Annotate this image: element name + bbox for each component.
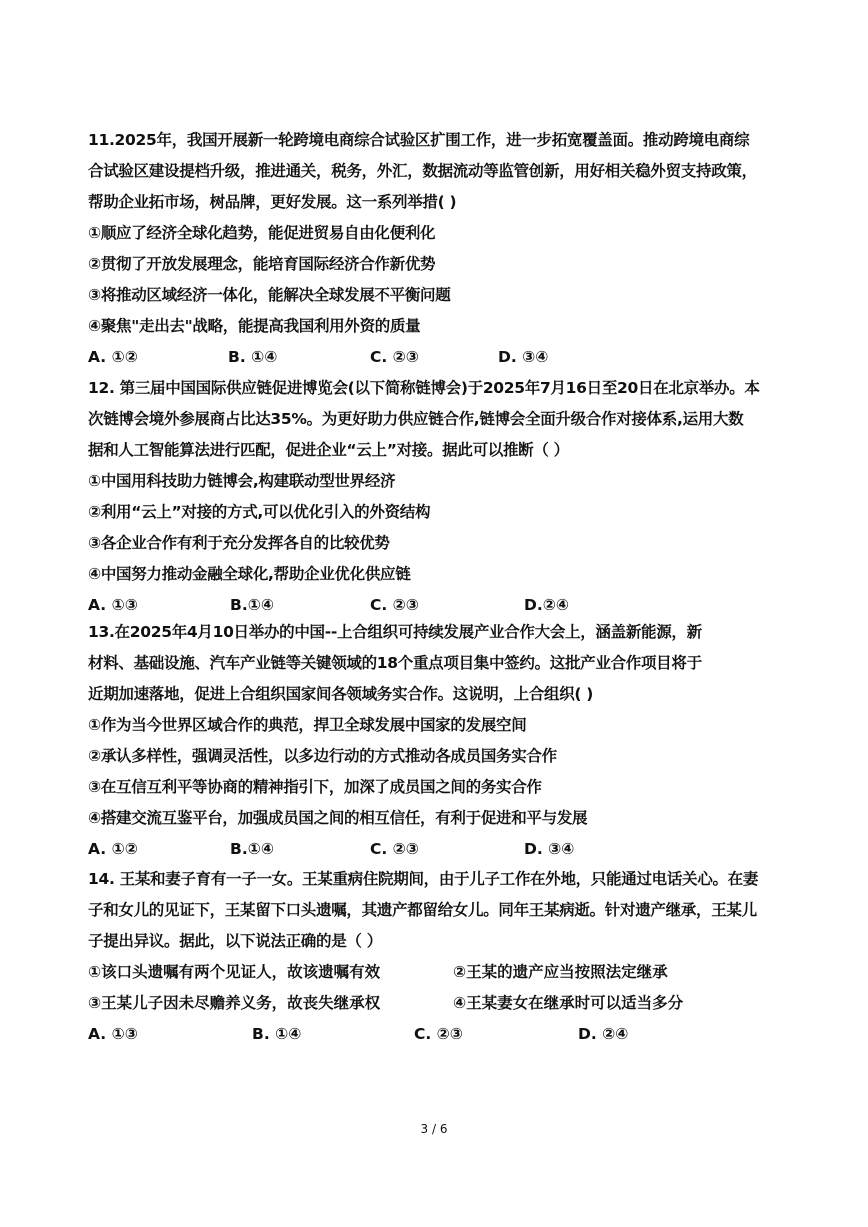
- statement: ①中国用科技助力链博会,构建联动型世界经济: [88, 472, 396, 490]
- statement: ④聚焦"走出去"战略，能提高我国利用外资的质量: [88, 317, 421, 335]
- statement: ①该口头遗嘱有两个见证人，故该遗嘱有效: [88, 963, 381, 981]
- option-b: B. ①④: [252, 1025, 302, 1043]
- question-stem-line: 次链博会境外参展商占比达35%。为更好助力供应链合作,链博会全面升级合作对接体系,运用大数: [88, 410, 744, 428]
- option-a: A. ①②: [88, 840, 138, 858]
- option-a: A. ①③: [88, 596, 138, 614]
- statement: ①作为当今世界区域合作的典范，捍卫全球发展中国家的发展空间: [88, 716, 527, 734]
- option-c: C. ②③: [370, 840, 419, 858]
- answer-options: [88, 834, 803, 865]
- question-stem-line: 14. 王某和妻子育有一子一女。王某重病住院期间，由于儿子工作在外地，只能通过电话关心。在妻: [88, 870, 759, 888]
- question-11: [88, 125, 803, 373]
- statement: ③在互信互利平等协商的精神指引下，加深了成员国之间的务实合作: [88, 778, 542, 796]
- question-stem-line: 子提出异议。据此，以下说法正确的是（ ）: [88, 932, 382, 950]
- answer-options: [88, 342, 803, 373]
- question-stem-line: 合试验区建设提档升级，推进通关，税务，外汇，数据流动等监管创新，用好相关稳外贸支持政策，: [88, 162, 757, 180]
- question-stem-line: 12. 第三届中国国际供应链促进博览会(以下简称链博会)于2025年7月16日至20日在北京举办。本: [88, 379, 760, 397]
- option-d: D. ③④: [524, 840, 575, 858]
- question-stem-line: 据和人工智能算法进行匹配，促进企业“云上”对接。据此可以推断（ ）: [88, 441, 569, 459]
- statement: ③将推动区域经济一体化，能解决全球发展不平衡问题: [88, 286, 451, 304]
- option-d: D. ③④: [498, 348, 549, 366]
- statement-row: [88, 988, 803, 1019]
- option-c: C. ②③: [414, 1025, 463, 1043]
- option-b: B. ①④: [228, 348, 278, 366]
- statement: ②利用“云上”对接的方式,可以优化引入的外资结构: [88, 503, 431, 521]
- statement: ②承认多样性，强调灵活性，以多边行动的方式推动各成员国务实合作: [88, 747, 557, 765]
- answer-options: [88, 1019, 803, 1050]
- statement: ④王某妻女在继承时可以适当多分: [453, 994, 684, 1012]
- option-a: A. ①③: [88, 1025, 138, 1043]
- option-b: B.①④: [230, 840, 274, 858]
- statement-row: [88, 957, 803, 988]
- statement: ①顺应了经济全球化趋势，能促进贸易自由化便利化: [88, 224, 436, 242]
- option-d: D.②④: [524, 596, 570, 614]
- question-stem-line: 11.2025年，我国开展新一轮跨境电商综合试验区扩围工作，进一步拓宽覆盖面。推动跨境电商综: [88, 131, 750, 149]
- question-14: [88, 864, 803, 1050]
- option-c: C. ②③: [370, 596, 419, 614]
- question-stem-line: 子和女儿的见证下，王某留下口头遗嘱，其遗产都留给女儿。同年王某病逝。针对遗产继承，王某儿: [88, 901, 757, 919]
- statement: ④搭建交流互鉴平台，加强成员国之间的相互信任，有利于促进和平与发展: [88, 809, 588, 827]
- question-13: [88, 617, 803, 865]
- statement: ④中国努力推动金融全球化,帮助企业优化供应链: [88, 565, 411, 583]
- statement: ③各企业合作有利于充分发挥各自的比较优势: [88, 534, 390, 552]
- option-d: D. ②④: [578, 1025, 629, 1043]
- statement: ②贯彻了开放发展理念，能培育国际经济合作新优势: [88, 255, 436, 273]
- page-number: 3 / 6: [420, 1122, 448, 1136]
- question-stem-line: 帮助企业拓市场，树品牌，更好发展。这一系列举措( ): [88, 193, 457, 211]
- question-stem-line: 材料、基础设施、汽车产业链等关键领域的18个重点项目集中签约。这批产业合作项目将于: [88, 654, 702, 672]
- question-12: [88, 373, 803, 621]
- option-c: C. ②③: [370, 348, 419, 366]
- option-b: B.①④: [230, 596, 274, 614]
- statement: ②王某的遗产应当按照法定继承: [453, 963, 668, 981]
- question-stem-line: 13.在2025年4月10日举办的中国--上合组织可持续发展产业合作大会上，涵盖新能源，新: [88, 623, 702, 641]
- question-stem-line: 近期加速落地，促进上合组织国家间各领域务实合作。这说明，上合组织( ): [88, 685, 594, 703]
- option-a: A. ①②: [88, 348, 138, 366]
- statement: ③王某儿子因未尽赡养义务，故丧失继承权: [88, 994, 381, 1012]
